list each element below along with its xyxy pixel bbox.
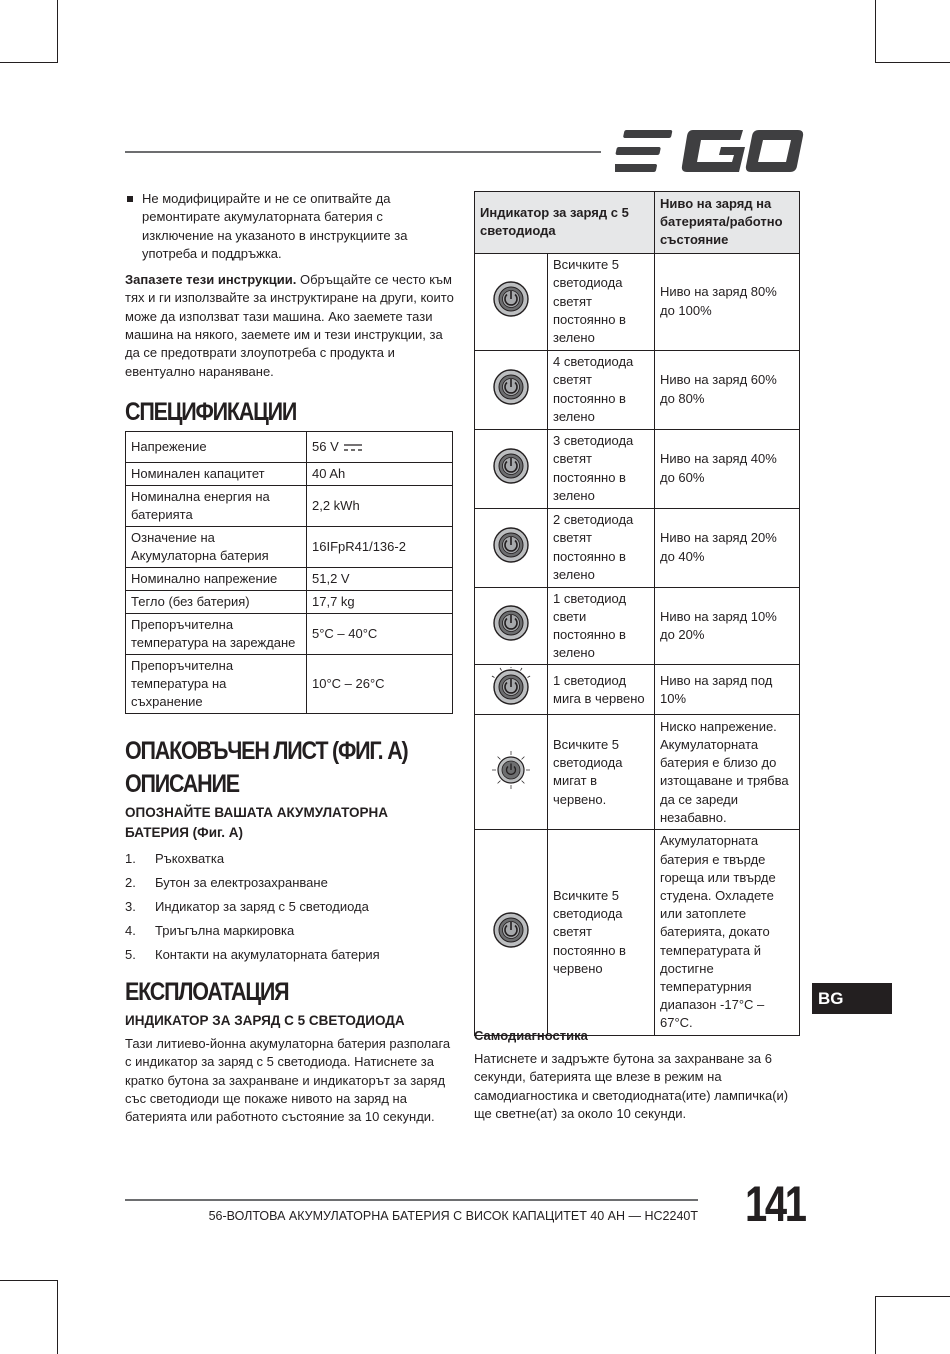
list-item: 3. Индикатор за заряд с 5 светодиода [125,898,369,914]
charge-level-text: Акумулаторната батерия е твърде гореща или твърде студена. Охладете или затоплете батерията, докато температурата й достигне температурния диапазон -17°C – 67°C. [655,830,800,1035]
led-indicator-text: 1 светодиод свети постоянно в зелено [548,587,655,665]
led-blink-one-icon [491,667,531,707]
spec-row [126,568,453,591]
operation-subheading: ИНДИКАТОР ЗА ЗАРЯД С 5 СВЕТОДИОДА [125,1013,405,1029]
charge-level-text: Ниво на заряд 20% до 40% [655,508,800,587]
spec-row [126,655,453,714]
spec-row [126,463,453,486]
header-rule [125,151,601,153]
list-item: 2. Бутон за електрозахранване [125,874,328,890]
table-row [475,253,800,350]
spec-value: 10°C – 26°C [307,655,453,714]
led-indicator-text: Всичките 5 светодиода светят постоянно в зелено [548,253,655,350]
table-row [475,508,800,587]
description-subheading: ОПОЗНАЙТЕ ВАШАТА АКУМУЛАТОРНА БАТЕРИЯ (Фиг. А) [125,804,389,840]
led-solid-icon [491,910,531,950]
spec-label: Напрежение [126,432,307,463]
save-instructions [125,271,455,381]
description-heading: ОПИСАНИЕ [125,769,239,798]
spec-value: 2,2 kWh [307,486,453,527]
dc-symbol-icon [344,443,362,453]
spec-label: Номинално напрежение [126,568,307,591]
self-diagnostics [474,1026,804,1123]
led-table-wrap [474,191,800,1036]
charge-level-text: Ниво на заряд под 10% [655,665,800,715]
spec-row [126,527,453,568]
safety-bullet-text: Не модифицирайте и не се опитвайте да ремонтирате акумулаторната батерия с изключение на указаното в инструкциите за употреба и поддръжка. [142,191,408,261]
table-row [475,587,800,665]
self-diagnostics-text: Натиснете и задръжте бутона за захранване за 6 секунди, батерията ще влезе в режим на самодиагностика и светодиодната(ите) лампичка(и) ще светне(ат) за около 10 секунди. [474,1051,789,1121]
led-indicator-text: Всичките 5 светодиода мигат в червено. [548,715,655,830]
bullet-square-icon [127,196,133,202]
svg-text:EGO: EGO [615,128,618,129]
crop-mark [57,0,58,62]
led-solid-icon [491,446,531,486]
language-tab: BG [812,983,892,1014]
list-item: 1. Ръкохватка [125,850,225,866]
led-solid-icon [491,525,531,565]
spec-value: 17,7 kg [307,591,453,614]
spec-value: 56 V [307,432,453,463]
crop-mark [0,62,58,63]
spec-row [126,591,453,614]
footer-title: 56-ВОЛТОВА АКУМУЛАТОРНА БАТЕРИЯ С ВИСОК КАПАЦИТЕТ 40 АН — HC2240T [208,1209,698,1223]
table-row [475,350,800,429]
spec-value: 5°C – 40°C [307,614,453,655]
led-indicator-text: 4 светодиода светят постоянно в зелено [548,350,655,429]
safety-bullet [125,190,455,263]
charge-level-text: Ниво на заряд 40% до 60% [655,429,800,508]
table-row [475,665,800,715]
left-column [125,190,455,1127]
led-blink-all-icon [489,748,533,792]
led-table-header [475,192,800,254]
table-row [475,429,800,508]
spec-row [126,486,453,527]
list-item: 5. Контакти на акумулаторната батерия [125,946,380,962]
save-instructions-text: Обръщайте се често към тях и ги използвайте за инструктиране на други, които може да използват тази машина. Ако заемете тази машина на някого, заемете им и тези инструкции, за да се предотврати злоупотреба с продукта и евентуално нараняване. [125,272,454,379]
crop-mark [57,1280,58,1354]
crop-mark [875,62,950,63]
spec-label: Номинална енергия на батерията [126,486,307,527]
spec-label: Тегло (без батерия) [126,591,307,614]
operation-text: Тази литиево-йонна акумулаторна батерия разполага с индикатор за заряд с 5 светодиода. Натиснете за кратко бутона за захранване и индикаторът за заряд със светодиоди ще покаже нивото на заряд на батерията или работното състояние за 10 секунди. [125,1036,451,1125]
packing-heading: ОПАКОВЪЧЕН ЛИСТ (ФИГ. А) [125,737,408,766]
footer-rule [125,1199,698,1201]
list-item: 4. Триъгълна маркировка [125,922,295,938]
save-instructions-bold: Запазете тези инструкции. [125,272,297,288]
charge-level-text: Ниво на заряд 60% до 80% [655,350,800,429]
description-list [125,847,455,967]
col-header-indicator: Индикатор за заряд с 5 светодиода [475,192,655,254]
led-solid-icon [491,367,531,407]
charge-level-text: Ниво на заряд 80% до 100% [655,253,800,350]
led-indicator-text: 2 светодиода светят постоянно в зелено [548,508,655,587]
crop-mark [875,0,876,62]
spec-value: 16IFpR41/136-2 [307,527,453,568]
led-solid-icon [491,279,531,319]
charge-level-text: Ниво на заряд 10% до 20% [655,587,800,665]
crop-mark [875,1296,950,1297]
page-number: 141 [745,1176,805,1232]
crop-mark [875,1296,876,1354]
spec-row [126,432,453,463]
led-solid-icon [491,603,531,643]
specs-heading: СПЕЦИФИКАЦИИ [125,397,297,426]
spec-value: 51,2 V [307,568,453,591]
led-table [474,191,800,1036]
ego-logo [615,128,805,174]
self-diagnostics-heading: Самодиагностика [474,1028,588,1043]
led-indicator-text: 3 светодиода светят постоянно в зелено [548,429,655,508]
spec-label: Означение на Акумулаторна батерия [126,527,307,568]
led-indicator-text: Всичките 5 светодиода светят постоянно в червено [548,830,655,1035]
charge-level-text: Ниско напрежение. Акумулаторната батерия е близо до изтощаване и трябва да се зареди незабавно. [655,715,800,830]
spec-value: 40 Ah [307,463,453,486]
operation-heading: ЕКСПЛОАТАЦИЯ [125,977,289,1006]
specs-table [125,431,453,714]
spec-label: Препоръчителна температура на зареждане [126,614,307,655]
spec-label: Номинален капацитет [126,463,307,486]
table-row [475,830,800,1035]
table-row [475,715,800,830]
spec-row [126,614,453,655]
spec-label: Препоръчителна температура на съхранение [126,655,307,714]
col-header-level: Ниво на заряд на батерията/работно състояние [655,192,800,254]
led-indicator-text: 1 светодиод мига в червено [548,665,655,715]
crop-mark [0,1280,58,1281]
